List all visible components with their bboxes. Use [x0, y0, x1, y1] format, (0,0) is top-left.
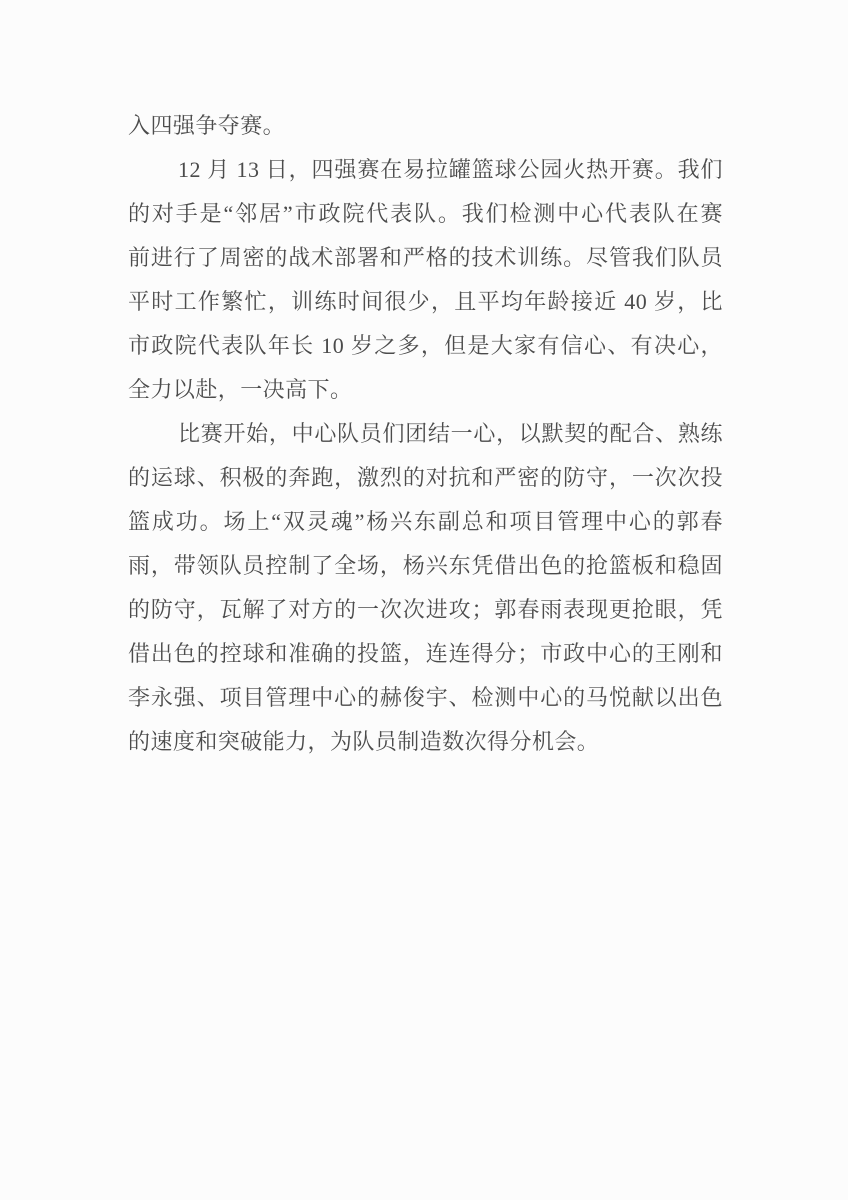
text-block: [128, 104, 723, 764]
text-line: 比赛开始，中心队员们团结一心，以默契的配合、熟练: [178, 421, 723, 446]
text-line: 12 月 13 日，四强赛在易拉罐篮球公园火热开赛。我们: [178, 157, 723, 182]
text-line: 借出色的控球和准确的投篮，连连得分；市政中心的王刚和: [128, 641, 723, 666]
text-line: 市政院代表队年长 10 岁之多，但是大家有信心、有决心，: [128, 333, 723, 358]
text-line: 的防守，瓦解了对方的一次次进攻；郭春雨表现更抢眼，凭: [128, 597, 723, 622]
text-line: 篮成功。场上“双灵魂”杨兴东副总和项目管理中心的郭春: [128, 509, 723, 534]
text-line: 的对手是“邻居”市政院代表队。我们检测中心代表队在赛: [128, 201, 723, 226]
text-line: 入四强争夺赛。: [128, 113, 286, 138]
text-line: 的速度和突破能力，为队员制造数次得分机会。: [128, 729, 600, 754]
text-line: 的运球、积极的奔跑，激烈的对抗和严密的防守，一次次投: [128, 465, 723, 490]
text-line: 全力以赴，一决高下。: [128, 377, 353, 402]
text-line: 前进行了周密的战术部署和严格的技术训练。尽管我们队员: [128, 245, 723, 270]
text-line: 雨，带领队员控制了全场，杨兴东凭借出色的抢篮板和稳固: [128, 553, 723, 578]
text-line: 平时工作繁忙，训练时间很少，且平均年龄接近 40 岁，比: [128, 289, 723, 314]
text-line: 李永强、项目管理中心的赫俊宇、检测中心的马悦献以出色: [128, 685, 723, 710]
